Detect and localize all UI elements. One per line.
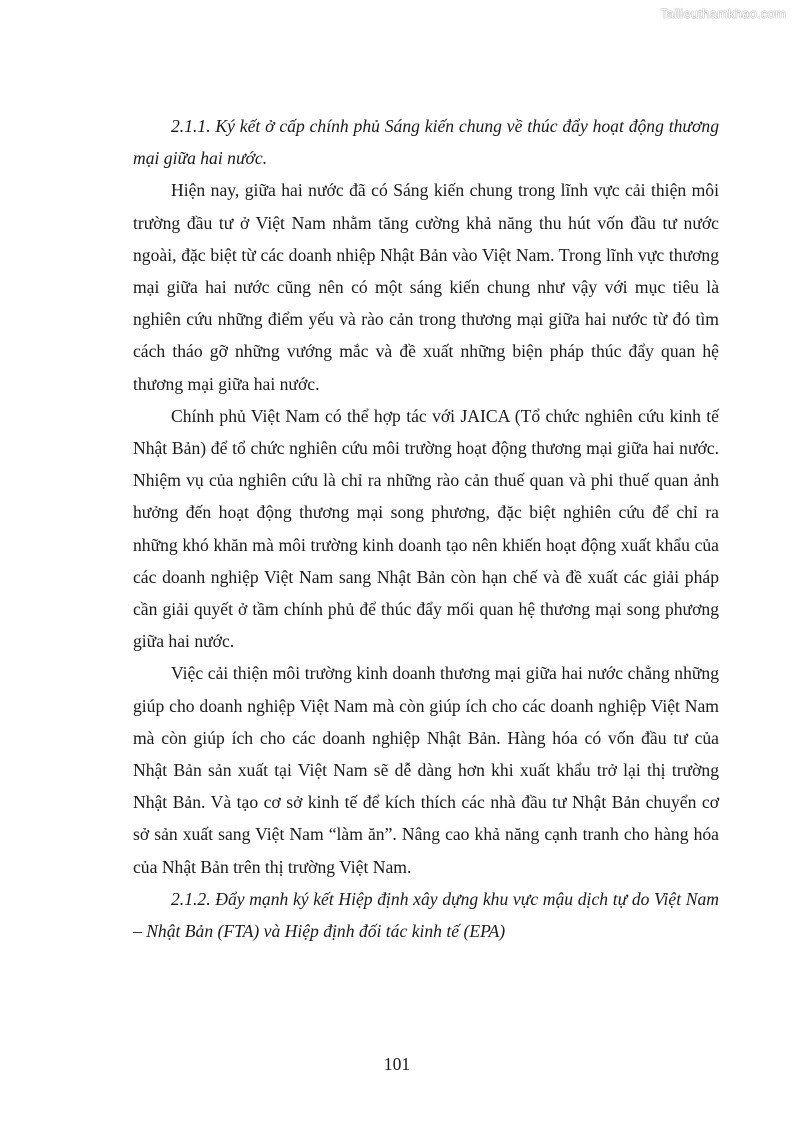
- section-heading-2-1-1: 2.1.1. Ký kết ở cấp chính phủ Sáng kiến chung về thúc đẩy hoạt động thương mại giữa hai nước.: [133, 116, 719, 169]
- body-paragraph: Hiện nay, giữa hai nước đã có Sáng kiến chung trong lĩnh vực cải thiện môi trường đầu tư ở Việt Nam nhằm tăng cường khả năng thu hút vốn đầu tư nước ngoài, đặc biệt từ các doanh nhiệp Nhật Bản vào Việt Nam. Trong lĩnh vực thương mại giữa hai nước cũng nên có một sáng kiến chung như vậy với mục tiêu là nghiên cứu những điểm yếu và rào cản trong thương mại giữa hai nước từ đó tìm cách tháo gỡ những vướng mắc và đề xuất những biện pháp thúc đẩy quan hệ thương mại giữa hai nước.: [133, 180, 719, 394]
- body-paragraph: Việc cải thiện môi trường kinh doanh thương mại giữa hai nước chẳng những giúp cho doanh nghiệp Việt Nam mà còn giúp ích cho các doanh nghiệp Việt Nam mà còn giúp ích cho các doanh nghiệp Nhật Bản. Hàng hóa có vốn đầu tư của Nhật Bản sản xuất tại Việt Nam sẽ dễ dàng hơn khi xuất khẩu trở lại thị trường Nhật Bản. Và tạo cơ sở kinh tế để kích thích các nhà đầu tư Nhật Bản chuyển cơ sở sản xuất sang Việt Nam “làm ăn”. Nâng cao khả năng cạnh tranh cho hàng hóa của Nhật Bản trên thị trường Việt Nam.: [133, 663, 719, 877]
- section-heading-2-1-2: 2.1.2. Đẩy mạnh ký kết Hiệp định xây dựng khu vực mậu dịch tự do Việt Nam – Nhật Bản (FTA) và Hiệp định đối tác kinh tế (EPA): [133, 888, 719, 942]
- body-paragraph: Chính phủ Việt Nam có thể hợp tác với JAICA (Tổ chức nghiên cứu kinh tế Nhật Bản) để tổ chức nghiên cứu môi trường hoạt động thương mại giữa hai nước. Nhiệm vụ của nghiên cứu là chỉ ra những rào cản thuế quan và phi thuế quan ảnh hưởng đến hoạt động thương mại song phương, đặc biệt nghiên cứu để chỉ ra những khó khăn mà môi trường kinh doanh tạo nên khiến hoạt động xuất khẩu của các doanh nghiệp Việt Nam sang Nhật Bản còn hạn chế và đề xuất các giải pháp cần giải quyết ở tầm chính phủ để thúc đẩy mối quan hệ thương mại song phương giữa hai nước.: [133, 405, 719, 652]
- watermark-text: Tailieuthamkhao.com: [660, 6, 786, 21]
- document-body: [133, 110, 719, 947]
- page-number: 101: [383, 1054, 411, 1074]
